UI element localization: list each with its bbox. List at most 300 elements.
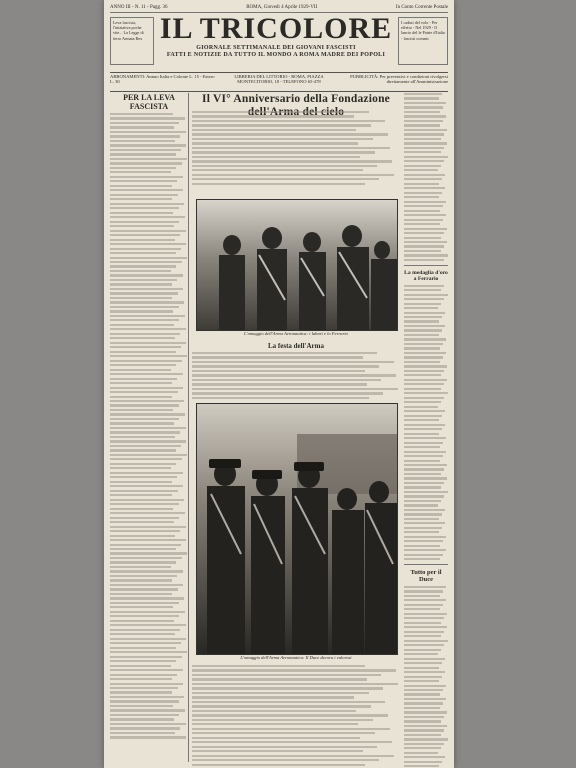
text-line [110,561,176,563]
text-line [110,427,186,429]
text-line [110,248,181,250]
photo2-caption: L'omaggio dell'Arma Aeronautica: Il Duce decora i valorosi [240,655,352,660]
text-line [110,153,176,155]
text-line [192,356,363,358]
text-line [110,508,173,510]
text-line [110,373,183,375]
text-line [404,464,447,466]
text-line [404,711,447,713]
text-line [192,669,396,671]
text-line [404,671,445,673]
text-line [192,111,369,113]
text-line [110,476,177,478]
text-line [404,667,439,669]
text-line [110,431,180,433]
text-line [404,410,445,412]
text-line [404,138,441,140]
text-line [404,115,446,117]
subscription-info: ABBONAMENTI: Annuo Italia e Colonie L. 15 - Estero L. 30 [110,74,215,85]
text-line [110,530,180,532]
text-line [110,517,179,519]
text-line [110,557,182,559]
text-line [404,743,444,745]
text-line [110,606,173,608]
text-line [192,678,367,680]
text-line [404,102,446,104]
text-line [404,626,447,628]
text-line [110,700,179,702]
text-line [404,631,444,633]
text-line [404,527,442,529]
text-line [404,491,448,493]
text-line [192,732,375,734]
text-line [110,535,175,537]
text-line [404,617,444,619]
text-line [110,485,183,487]
text-line [110,674,177,676]
text-line [110,691,172,693]
text-line [404,545,440,547]
text-line [404,183,439,185]
text-line [404,214,446,216]
text-line [404,531,439,533]
text-line [404,93,442,95]
text-line [110,122,179,124]
text-line [110,180,177,182]
text-line [110,418,179,420]
text-line [110,369,171,371]
text-line [404,536,446,538]
text-line [404,210,440,212]
text-line [404,223,440,225]
text-line [110,503,179,505]
text-line [404,237,441,239]
text-line [110,185,172,187]
text-line [110,593,172,595]
text-line [404,685,446,687]
text-line [110,499,184,501]
text-line [110,512,185,514]
text-line [192,147,390,149]
text-line [110,396,172,398]
festa-section [192,340,400,401]
text-line [404,558,440,560]
ear-right-box: I caduti del volo - Per effetto - Nel 1929 - Il lancio del le Patrie d'Italia - fascisti oceanic [398,17,448,65]
text-line [404,415,442,417]
text-line [192,165,377,167]
text-line [404,590,443,592]
text-line [404,599,446,601]
text-line [404,133,444,135]
text-line [110,454,187,456]
text-line [404,160,444,162]
text-line [110,131,186,133]
text-line [110,481,172,483]
text-line [192,169,363,171]
text-line [192,764,365,766]
main-article [192,93,400,762]
newspaper-title: IL TRICOLORE [159,12,393,45]
text-line [192,133,388,135]
medal-section-title: La medaglia d'oro a Ferrario [404,269,448,283]
text-line [404,228,447,230]
text-line [404,608,440,610]
text-line [110,615,179,617]
text-line [404,365,447,367]
text-line [110,194,178,196]
text-line [192,692,369,694]
text-line [404,725,447,727]
text-line [110,463,176,465]
text-line [110,602,179,604]
text-line [404,437,446,439]
section-text [192,352,400,399]
text-line [110,472,183,474]
text-line [404,241,447,243]
text-line [404,356,443,358]
text-line [404,196,439,198]
text-line [110,126,174,128]
text-line [110,239,175,241]
text-line [110,301,184,303]
text-line [404,285,444,287]
text-line [192,124,371,126]
text-line [404,361,440,363]
text-line [110,579,172,581]
text-line [110,270,171,272]
text-line [404,747,441,749]
text-line [110,544,181,546]
bookshop-info: LIBRERIA DEL LITTORIO - ROMA, PIAZZA MONTECITORIO, 18 - TELEFONO 65-478 [234,74,324,85]
text-line [404,307,438,309]
text-line [110,140,175,142]
text-line [404,187,445,189]
text-line [110,162,182,164]
text-line [110,597,184,599]
text-line [110,687,178,689]
text-line [110,709,185,711]
subtitle-line-1: GIORNALE SETTIMANALE DEI GIOVANI FASCISTI [196,45,356,51]
text-line [110,328,186,330]
text-line [110,409,173,411]
text-line [404,289,441,291]
text-line [404,698,446,700]
text-line [404,622,441,624]
text-line [110,198,172,200]
text-line [192,719,373,721]
text-line [110,552,187,554]
text-line [404,676,442,678]
text-line [110,158,187,160]
text-line [110,449,176,451]
text-line [404,442,443,444]
text-line [110,283,172,285]
text-line [192,361,394,363]
text-line [192,397,369,399]
text-line [404,401,441,403]
text-line [110,570,183,572]
text-line [192,383,367,385]
newspaper-page [104,0,454,768]
text-line [110,539,186,541]
text-line [404,495,444,497]
text-line [110,588,178,590]
text-line [404,455,443,457]
text-line [404,106,443,108]
text-line [404,761,442,763]
article-intro-text [192,111,400,191]
text-line [110,696,184,698]
text-line [404,752,438,754]
text-line [404,294,448,296]
text-line [404,388,441,390]
text-line [192,138,373,140]
text-line [404,129,447,131]
text-line [110,265,176,267]
text-line [110,732,175,734]
text-line [192,755,394,757]
text-line [404,486,441,488]
text-line [404,120,443,122]
text-line [192,352,377,354]
text-line [110,279,177,281]
text-line [110,678,172,680]
text-line [404,419,439,421]
text-line [192,129,356,131]
text-line [110,490,178,492]
text-line [110,234,180,236]
text-line [404,329,442,331]
text-line [404,352,446,354]
section-title: La festa dell'Arma [268,342,324,350]
text-line [192,701,385,703]
text-line [404,347,440,349]
text-line [110,705,173,707]
text-line [192,674,381,676]
text-line [192,759,379,761]
text-line [404,446,440,448]
text-line [404,397,444,399]
text-line [110,117,185,119]
text-line [110,113,173,115]
text-line [192,115,354,117]
text-line [192,714,388,716]
text-line [110,458,182,460]
text-line [110,324,174,326]
text-line [192,160,392,162]
text-line [110,642,181,644]
text-line [404,147,444,149]
text-line [110,656,182,658]
text-line [110,445,181,447]
divider [404,564,448,565]
text-line [404,518,439,520]
text-line [404,756,445,758]
text-line [110,660,176,662]
text-line [110,364,176,366]
right-column [404,93,448,762]
text-line [110,714,179,716]
text-line [404,738,448,740]
text-line [404,259,444,261]
duce-section-title: Tutto per il Duce [410,568,442,584]
text-line [404,613,447,615]
left-column-heading: PER LA LEVA FASCISTA [123,93,175,111]
text-line [404,250,441,252]
text-line [404,374,441,376]
text-line [110,382,172,384]
text-line [404,500,441,502]
text-line [404,156,448,158]
text-line [192,705,371,707]
text-line [404,406,438,408]
text-line [404,124,440,126]
text-line [110,647,176,649]
text-line [404,151,441,153]
text-line [110,167,176,169]
text-line [192,683,398,685]
text-line [110,230,186,232]
text-line [110,467,171,469]
text-line [110,378,177,380]
text-line [110,243,186,245]
text-line [404,635,441,637]
text-line [110,611,185,613]
text-line [404,509,445,511]
text-line [404,428,442,430]
text-line [404,192,442,194]
text-line [404,658,445,660]
text-line [192,178,379,180]
text-line [110,360,182,362]
text-line [404,111,440,113]
text-line [404,312,445,314]
text-line [192,370,365,372]
text-line [404,707,440,709]
text-line [110,669,183,671]
text-line [110,288,183,290]
text-line [404,245,444,247]
right-text-top [404,93,448,261]
text-line [404,680,439,682]
text-line [404,549,446,551]
article-text-block [110,113,188,739]
text-line [404,433,439,435]
text-line [110,387,183,389]
text-line [404,473,441,475]
text-line [404,298,444,300]
text-line [110,355,187,357]
text-line [110,633,175,635]
text-line [192,723,358,725]
text-line [110,723,186,725]
text-line [404,689,443,691]
text-line [404,451,446,453]
text-line [404,254,448,256]
subtitle-line-2: FATTI E NOTIZIE DA TUTTO IL MONDO A ROMA MADRE DEI POPOLI [166,52,386,58]
text-line [110,422,174,424]
text-line [404,320,439,322]
text-line [404,379,447,381]
text-line [110,257,187,259]
text-line [110,176,183,178]
text-line [110,404,179,406]
text-line [192,746,377,748]
text-line [110,297,172,299]
divider [110,91,448,92]
text-line [404,424,445,426]
advertising-info: PUBBLICITÀ: Per preventivi e condizioni rivolgersi direttamente all'Amministrazione [350,74,448,85]
text-line [404,522,445,524]
right-text-duce [404,586,448,768]
text-line [110,315,185,317]
text-line [110,683,183,685]
text-line [404,702,443,704]
text-line [110,575,177,577]
photo-duce-decorating [196,403,398,655]
photo-officers [196,199,398,331]
subscription-row [110,74,448,90]
text-line [110,736,186,738]
text-line [404,649,441,651]
issue-info: ANNO III - N. 11 - Pagg. 36 [110,5,168,10]
text-line [404,178,442,180]
text-line [404,765,439,767]
text-line [110,207,179,209]
text-line [404,653,438,655]
text-line [110,521,174,523]
text-line [110,144,186,146]
photo1-caption: L'omaggio dell'Arma Aeronautica: i labari e lo Ferrario [244,331,348,336]
text-line [404,97,439,99]
text-line [404,370,444,372]
text-line [404,219,443,221]
text-line [110,391,178,393]
text-line [110,620,174,622]
text-line [110,135,180,137]
main-headline: Il VI° Anniversario della Fondazione [202,93,390,105]
text-line [404,142,447,144]
text-line [110,292,178,294]
text-line [110,718,174,720]
text-line [110,638,186,640]
text-line [404,334,439,336]
text-line [110,342,186,344]
text-line [404,383,444,385]
text-line [404,693,440,695]
text-line [404,734,441,736]
text-line [110,400,184,402]
text-line [192,710,356,712]
text-line [192,379,381,381]
text-line [110,212,173,214]
text-line [110,566,171,568]
text-line [192,750,363,752]
text-line [110,149,181,151]
text-line [110,436,175,438]
dateline: ROMA, Giovedì 4 Aprile 1929-VII [246,5,318,10]
text-line [404,232,444,234]
text-line [404,205,443,207]
ear-left-box: Leva fascista, l'iniziativa poche vite... La Legge di ferro Armata Rex [110,17,154,65]
text-line [192,183,365,185]
text-line [404,169,438,171]
text-line [404,716,444,718]
text-line [192,174,394,176]
text-line [110,651,187,653]
text-line [192,374,396,376]
text-line [404,174,445,176]
